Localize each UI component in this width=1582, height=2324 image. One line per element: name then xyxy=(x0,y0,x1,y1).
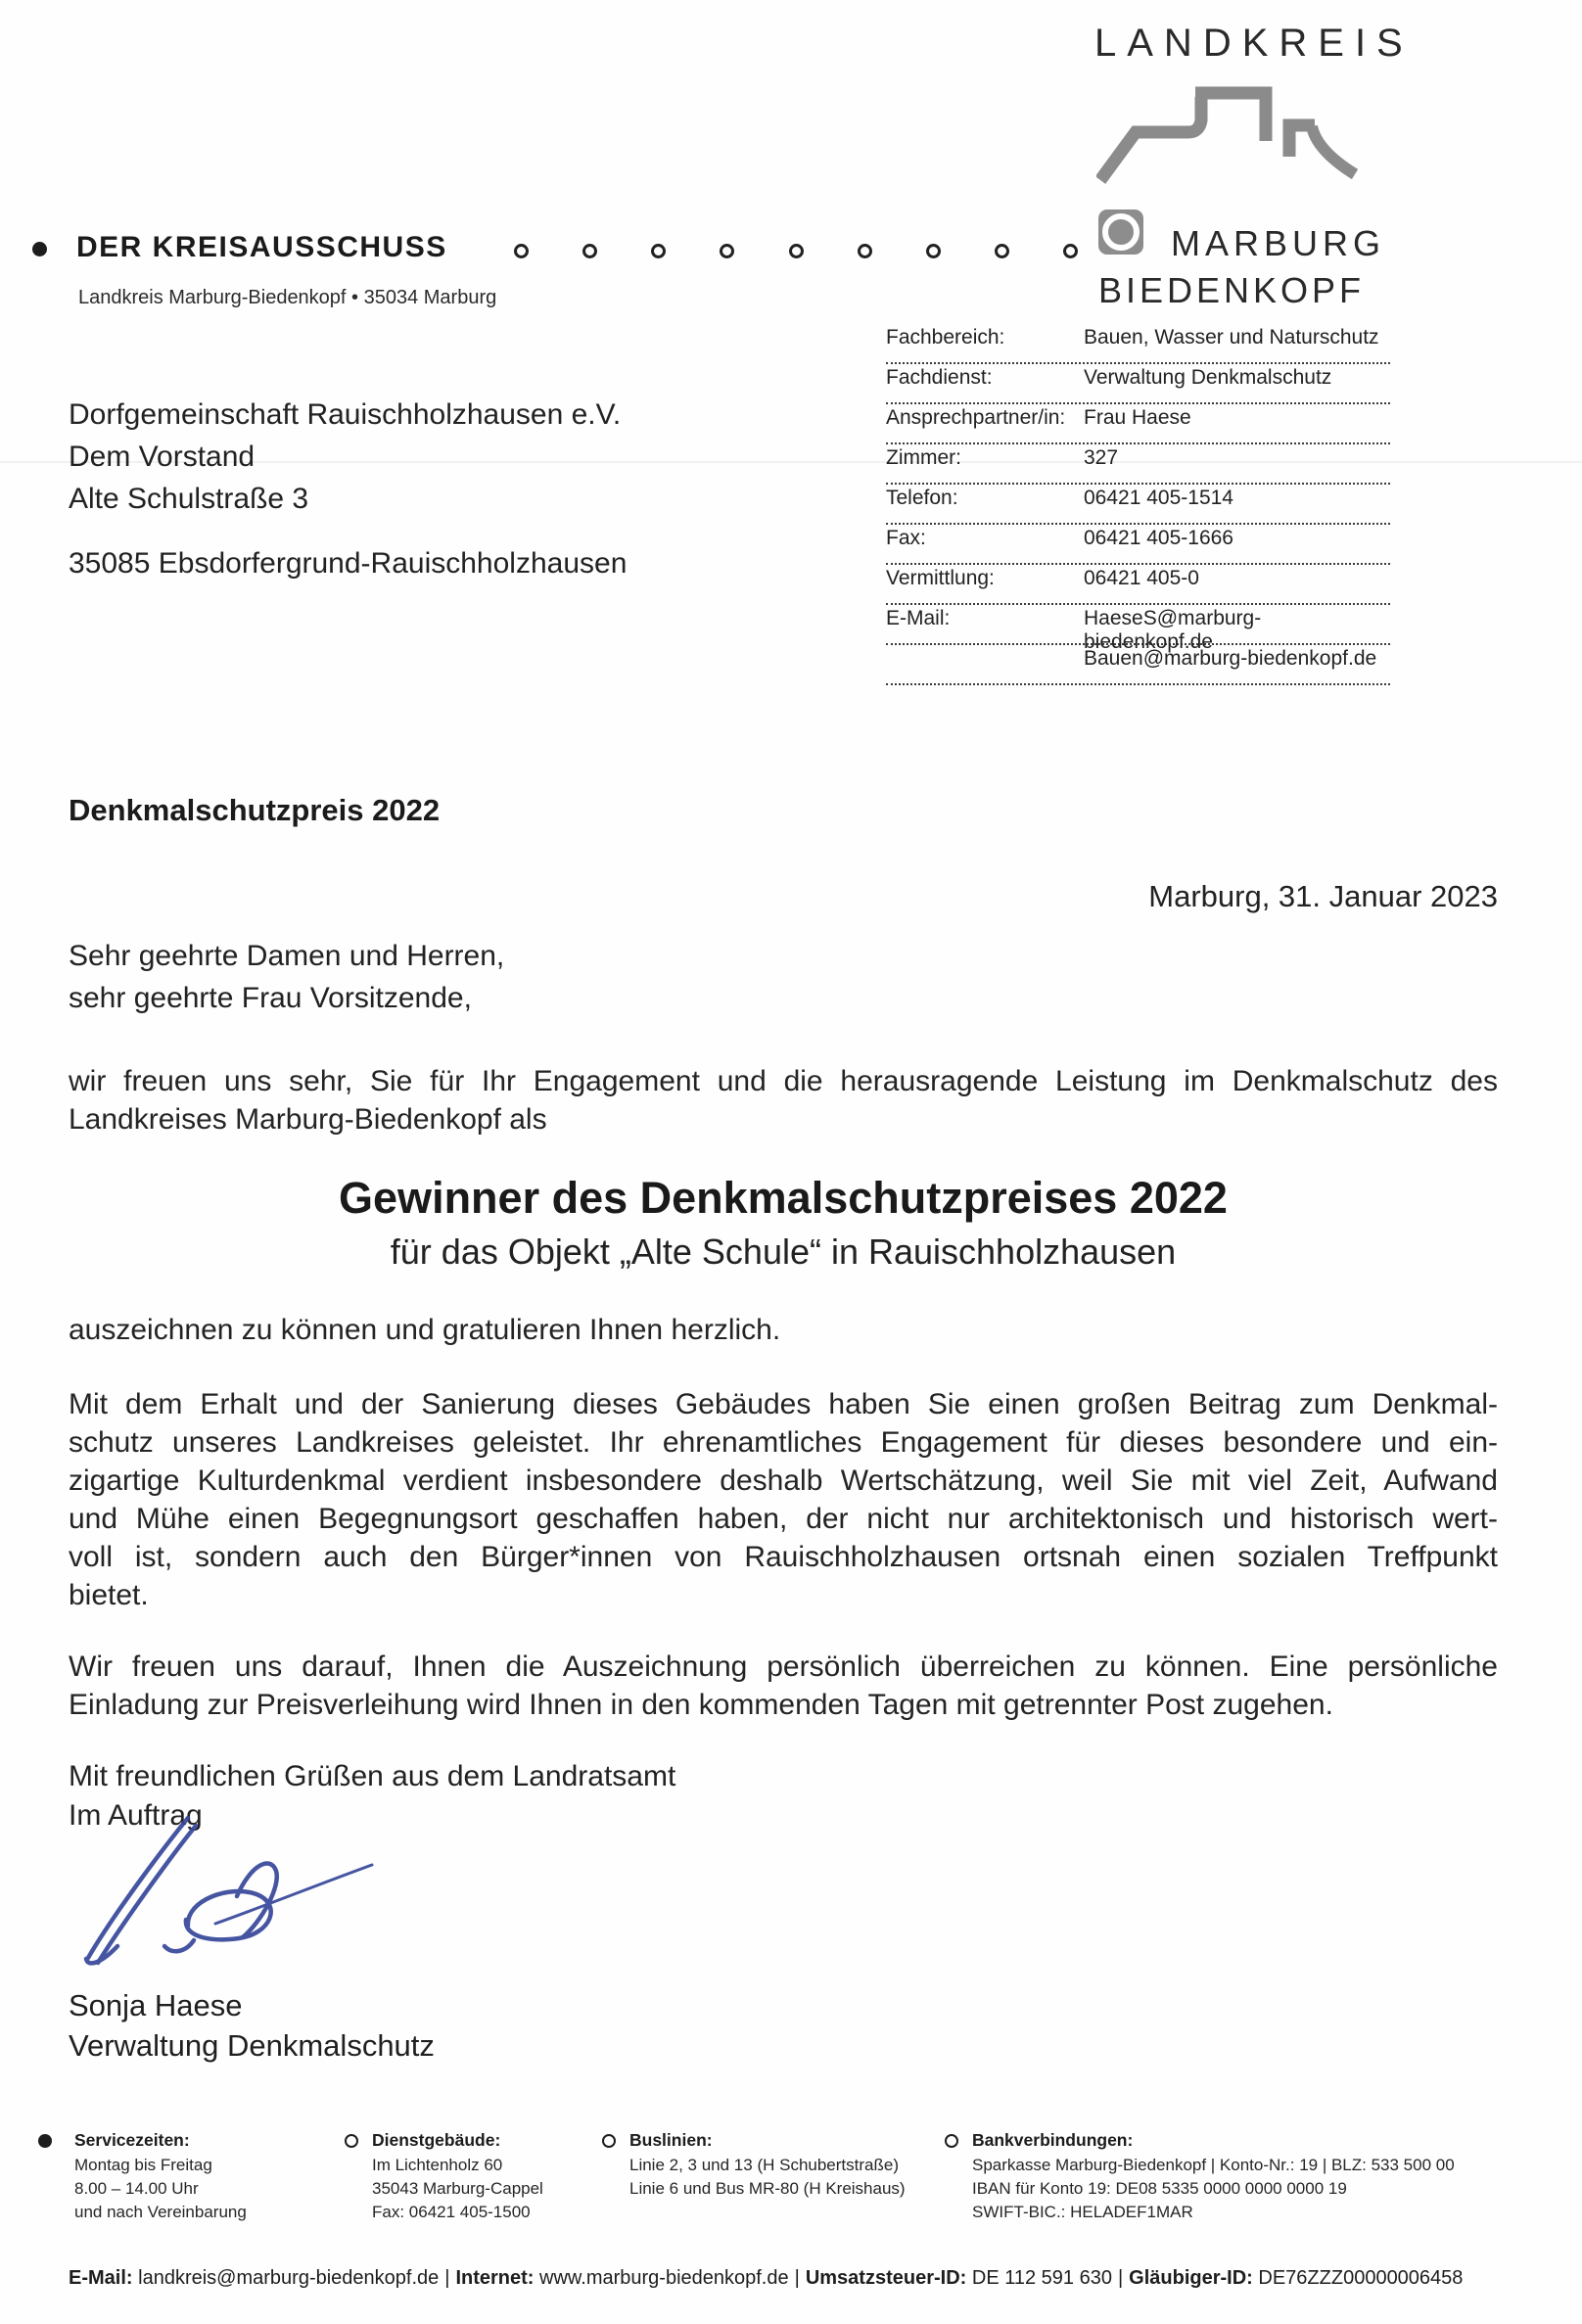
footer-circle-icon xyxy=(602,2134,616,2148)
deco-circle-icon xyxy=(651,244,666,258)
contact-label: E-Mail: xyxy=(886,607,951,629)
table-row xyxy=(886,525,1390,565)
body-line: wir freuen uns sehr, Sie für Ihr Engagement und die herausragende Leistung im Denkmalschutz des xyxy=(69,1065,1498,1097)
award-subline: für das Objekt „Alte Schule“ in Rauischholzhausen xyxy=(390,1232,1177,1272)
signer-block xyxy=(69,1985,435,2066)
contact-label: Fax: xyxy=(886,527,926,549)
table-row xyxy=(886,324,1390,364)
footer-line: SWIFT-BIC.: HELADEF1MAR xyxy=(972,2203,1193,2221)
contact-value: HaeseS@marburg-biedenkopf.de xyxy=(1084,607,1262,653)
castle-silhouette-logo-icon xyxy=(1096,80,1363,186)
brand-circle-icon xyxy=(1102,213,1140,251)
body-line: Einladung zur Preisverleihung wird Ihnen in den kommenden Tagen mit getrennter Post zugehen. xyxy=(69,1689,1333,1721)
deco-circle-icon xyxy=(514,244,529,258)
bottom-label: Umsatzsteuer-ID: xyxy=(805,2267,967,2289)
contact-value: Bauen, Wasser und Naturschutz xyxy=(1084,326,1379,349)
recipient-line: Dorfgemeinschaft Rauischholzhausen e.V. xyxy=(69,398,622,431)
closing-line: Im Auftrag xyxy=(69,1799,203,1832)
recipient-line: Alte Schulstraße 3 xyxy=(69,483,309,515)
main-paragraph xyxy=(69,1385,1498,1614)
subject-line: Denkmalschutzpreis 2022 xyxy=(69,793,441,827)
footer-line: Fax: 06421 405-1500 xyxy=(372,2203,531,2221)
footer-col-title: Servicezeiten: xyxy=(74,2130,190,2150)
footer-line: und nach Vereinbarung xyxy=(74,2203,247,2221)
contact-value: Frau Haese xyxy=(1084,406,1191,429)
contact-value: 327 xyxy=(1084,446,1119,469)
contact-info-table xyxy=(886,324,1390,685)
bottom-value: DE76ZZZ00000006458 xyxy=(1258,2267,1464,2289)
bottom-label: E-Mail: xyxy=(69,2267,133,2289)
deco-circle-icon xyxy=(1063,244,1078,258)
body-line: und Mühe einen Begegnungsort geschaffen haben, der nicht nur architektonisch und historisch wert- xyxy=(69,1503,1498,1535)
bottom-label: Internet: xyxy=(455,2267,535,2289)
salutation-line: sehr geehrte Frau Vorsitzende, xyxy=(69,982,472,1014)
footer-dienstgebaeude xyxy=(372,2128,543,2224)
deco-circle-icon xyxy=(789,244,804,258)
deco-circle-icon xyxy=(720,244,734,258)
brand-biedenkopf: BIEDENKOPF xyxy=(1098,270,1366,310)
footer-line: Linie 2, 3 und 13 (H Schubertstraße) xyxy=(629,2156,899,2174)
sender-return-address: Landkreis Marburg-Biedenkopf • 35034 Marburg xyxy=(78,287,497,308)
table-row xyxy=(886,364,1390,404)
separator: | xyxy=(794,2267,800,2289)
bottom-label: Gläubiger-ID: xyxy=(1129,2267,1253,2289)
footer-line: Sparkasse Marburg-Biedenkopf | Konto-Nr.: 19 | BLZ: 533 500 00 xyxy=(972,2156,1455,2174)
congrats-line: auszeichnen zu können und gratulieren Ihnen herzlich. xyxy=(69,1314,781,1346)
brand-landkreis: LANDKREIS xyxy=(1094,22,1414,65)
bottom-value: www.marburg-biedenkopf.de xyxy=(539,2267,789,2289)
footer-bankverbindungen xyxy=(972,2128,1455,2224)
body-line: schutz unseres Landkreises geleistet. Ihr ehrenamtliches Engagement für dieses besondere und ein- xyxy=(69,1426,1498,1459)
body-line: bietet. xyxy=(69,1579,149,1611)
deco-circle-icon xyxy=(926,244,941,258)
contact-value: Verwaltung Denkmalschutz xyxy=(1084,366,1332,389)
decorative-circle-row xyxy=(514,244,1078,258)
footer-servicezeiten xyxy=(74,2128,247,2224)
body-line: voll ist, sondern auch den Bürger*innen von Rauischholzhausen ortsnah einen sozialen Treffpunkt xyxy=(69,1541,1498,1573)
bottom-value: DE 112 591 630 xyxy=(971,2267,1112,2289)
second-paragraph xyxy=(69,1648,1498,1724)
signer-name: Sonja Haese xyxy=(69,1988,243,2022)
contact-value: Bauen@marburg-biedenkopf.de xyxy=(1084,647,1377,670)
award-headline: Gewinner des Denkmalschutzpreises 2022 xyxy=(339,1173,1228,1223)
recipient-address-block xyxy=(69,394,627,584)
footer-line: Linie 6 und Bus MR-80 (H Kreishaus) xyxy=(629,2179,906,2198)
bottom-value: landkreis@marburg-biedenkopf.de xyxy=(138,2267,440,2289)
contact-value: 06421 405-0 xyxy=(1084,567,1199,589)
footer-circle-icon xyxy=(345,2134,358,2148)
table-row xyxy=(886,565,1390,605)
body-line: Wir freuen uns darauf, Ihnen die Auszeichnung persönlich überreichen zu können. Eine persönliche xyxy=(69,1650,1498,1683)
footer-circle-icon xyxy=(945,2134,958,2148)
contact-label: Fachdienst: xyxy=(886,366,993,389)
contact-value: 06421 405-1514 xyxy=(1084,487,1233,509)
brand-marburg: MARBURG xyxy=(1171,223,1386,263)
body-line: Mit dem Erhalt und der Sanierung dieses Gebäudes haben Sie einen großen Beitrag zum Denkmal- xyxy=(69,1388,1498,1420)
contact-value: 06421 405-1666 xyxy=(1084,527,1233,549)
table-row xyxy=(886,645,1390,685)
recipient-line: Dem Vorstand xyxy=(69,441,256,473)
footer-col-title: Buslinien: xyxy=(629,2130,713,2150)
body-line: zigartige Kulturdenkmal verdient insbesondere deshalb Wertschätzung, weil Sie mit viel Zeit, Aufwand xyxy=(69,1464,1498,1497)
recipient-city-line: 35085 Ebsdorfergrund-Rauischholzhausen xyxy=(69,547,628,580)
signer-role: Verwaltung Denkmalschutz xyxy=(69,2028,435,2063)
brand-square-icon xyxy=(1098,209,1143,255)
deco-circle-icon xyxy=(995,244,1009,258)
footer-buslinien xyxy=(629,2128,906,2201)
contact-label: Vermittlung: xyxy=(886,567,995,589)
contact-label: Telefon: xyxy=(886,487,958,509)
table-row xyxy=(886,485,1390,525)
salutation-line: Sehr geehrte Damen und Herren, xyxy=(69,940,505,972)
separator: | xyxy=(1117,2267,1124,2289)
intro-paragraph xyxy=(69,1062,1498,1139)
sender-title: DER KREISAUSSCHUSS xyxy=(76,231,447,263)
footer-col-title: Bankverbindungen: xyxy=(972,2130,1134,2150)
footer-line: IBAN für Konto 19: DE08 5335 0000 0000 0000 19 xyxy=(972,2179,1347,2198)
body-line: Landkreises Marburg-Biedenkopf als xyxy=(69,1103,547,1136)
contact-label: Ansprechpartner/in: xyxy=(886,406,1066,429)
deco-circle-icon xyxy=(858,244,872,258)
footer-line: Montag bis Freitag xyxy=(74,2156,212,2174)
footer-line: Im Lichtenholz 60 xyxy=(372,2156,503,2174)
table-row xyxy=(886,444,1390,485)
closing-line: Mit freundlichen Grüßen aus dem Landratsamt xyxy=(69,1760,676,1792)
separator: | xyxy=(444,2267,450,2289)
table-row xyxy=(886,404,1390,444)
footer-bullet-icon xyxy=(38,2134,52,2148)
footer-line: 35043 Marburg-Cappel xyxy=(372,2179,543,2198)
table-row xyxy=(886,605,1390,653)
bottom-contact-line xyxy=(69,2267,1463,2290)
deco-circle-icon xyxy=(582,244,597,258)
sender-bullet-icon xyxy=(32,242,47,256)
footer-line: 8.00 – 14.00 Uhr xyxy=(74,2179,199,2198)
date-line: Marburg, 31. Januar 2023 xyxy=(1148,879,1498,913)
footer-col-title: Dienstgebäude: xyxy=(372,2130,501,2150)
contact-label: Zimmer: xyxy=(886,446,961,469)
handwritten-signature xyxy=(69,1806,401,1973)
contact-label: Fachbereich: xyxy=(886,326,1005,349)
